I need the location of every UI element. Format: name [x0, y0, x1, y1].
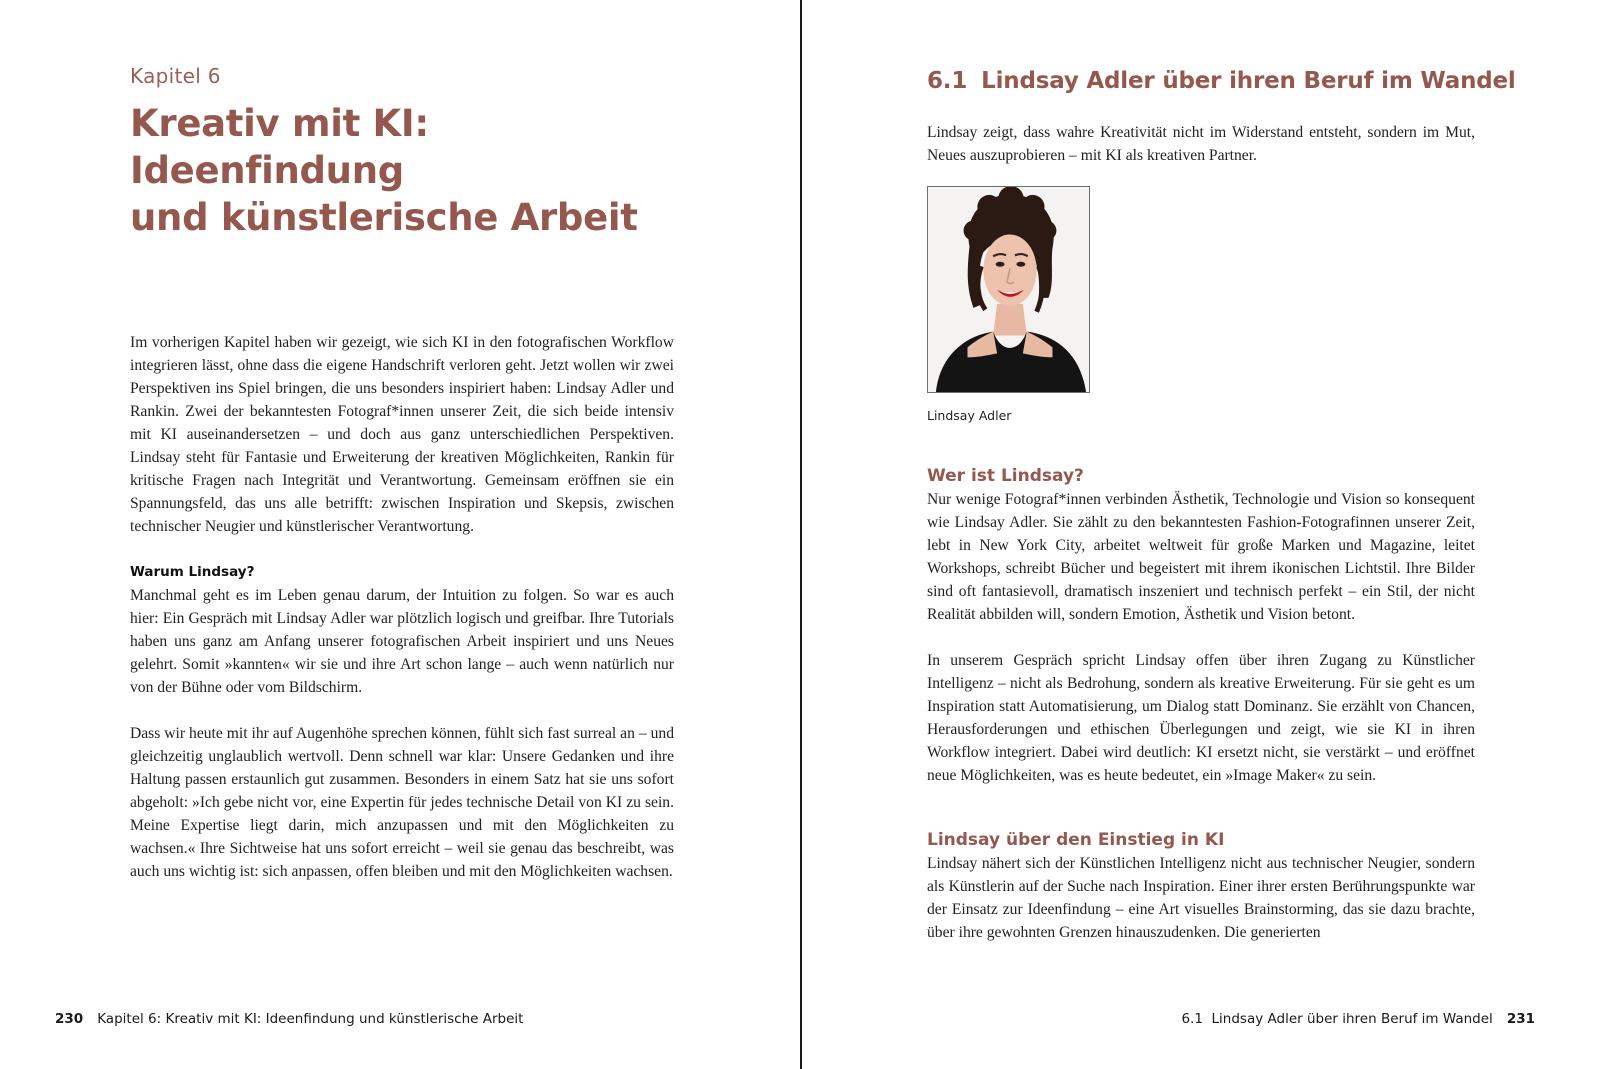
- paragraph-wer-ist-lindsay: Nur wenige Fotograf*innen verbinden Ästhetik, Technologie und Vision so konsequent wie Lindsay Adler. Sie zählt zu den bekanntesten Fashion-Fotografinnen unserer Zeit, lebt in New York City, arbeitet weltweit für große Marken und Magazine, leitet Workshops, schreibt Bücher und begeistert mit ihrem ikonischen Lichtstil. Ihre Bilder sind oft fantasievoll, dramatisch inszeniert und technisch perfekt – ein Stil, der nicht Realität abbilden will, sondern Emotion, Ästhetik und Vision betont.: [927, 491, 1475, 623]
- chapter-title-line-2: und künstlerische Arbeit: [130, 196, 638, 239]
- page-gutter-divider: [800, 0, 802, 1069]
- section-title: [927, 68, 1516, 94]
- lead-paragraph: Lindsay zeigt, dass wahre Kreativität nicht im Widerstand entsteht, sondern im Mut, Neues auszuprobieren – mit KI als kreativen Partner.: [927, 124, 1475, 164]
- paragraph-augenhoehe: Dass wir heute mit ihr auf Augenhöhe sprechen können, fühlt sich fast surreal an – und gleichzeitig unglaublich wertvoll. Denn schnell war klar: Unsere Gedanken und ihre Haltung passen erstaunlich gut zusammen. Besonders in einem Satz hat sie uns sofort abgeholt: »Ich gebe nicht vor, eine Expertin für jedes technische Detail von KI zu sein. Meine Expertise liegt darin, mich anzupassen und mit den Möglichkeiten zu wachsen.« Ihre Sichtweise hat uns sofort erreicht – weil sie genau das beschreibt, was auch uns wichtig ist: sich anpassen, offen bleiben und mit den Möglichkeiten wachsen.: [130, 725, 674, 880]
- chapter-label: Kapitel 6: [130, 64, 221, 88]
- portrait-photo: [927, 186, 1090, 393]
- chapter-title-line-1: Kreativ mit KI: Ideenfindung: [130, 102, 429, 192]
- intro-paragraph: Im vorherigen Kapitel haben wir gezeigt, wie sich KI in den fotografischen Workflow integrieren lässt, ohne dass die eigene Handschrift verloren geht. Jetzt wollen wir zwei Perspektiven ins Spiel bringen, die uns besonders inspiriert haben: Lindsay Adler und Rankin. Zwei der bekanntesten Fotograf*innen unserer Zeit, die sich beide intensiv mit KI auseinandersetzen – und doch aus ganz unterschiedlichen Perspektiven. Lindsay steht für Fantasie und Erweiterung der kreativen Möglichkeiten, Rankin für kritische Fragen nach Integrität und Verantwortung. Gemeinsam eröffnen sie ein Spannungsfeld, das uns alle betrifft: zwischen Inspiration und Skepsis, zwischen technischer Neugier und künstlerischer Verantwortung.: [130, 334, 674, 535]
- paragraph-einstieg-ki: Lindsay nähert sich der Künstlichen Intelligenz nicht aus technischer Neugier, sondern als Künstlerin auf der Suche nach Inspiration. Einer ihrer ersten Berührungspunkte war der Einsatz zur Ideenfindung – eine Art visuelles Brainstorming, das sie dazu brachte, über ihre gewohnten Grenzen hinauszudenken. Die generierten: [927, 855, 1475, 941]
- page-number-left: 230: [55, 1011, 84, 1027]
- footer-right: [1181, 1011, 1535, 1027]
- subheading-warum-lindsay: Warum Lindsay?: [130, 564, 255, 580]
- subheading-einstieg-ki: Lindsay über den Einstieg in KI: [927, 830, 1225, 850]
- left-body-text: [130, 331, 674, 883]
- running-footer-right: 6.1 Lindsay Adler über ihren Beruf im Wandel: [1181, 1011, 1493, 1027]
- portrait-illustration: [928, 187, 1089, 392]
- page-number-right: 231: [1506, 1011, 1535, 1027]
- right-body-text: [927, 465, 1475, 944]
- photo-caption: Lindsay Adler: [927, 408, 1012, 423]
- subheading-wer-ist-lindsay: Wer ist Lindsay?: [927, 466, 1084, 486]
- lead-paragraph-block: [927, 121, 1475, 167]
- chapter-title: [130, 100, 710, 241]
- paragraph-intuition: Manchmal geht es im Leben genau darum, der Intuition zu folgen. So war es auch hier: Ein Gespräch mit Lindsay Adler war plötzlich logisch und greifbar. Ihre Tutorials haben uns ganz am Anfang unserer fotografischen Arbeit inspiriert und uns Neues gelehrt. Somit »kannten« wir sie und ihre Art schon lange – auch wenn natürlich nur von der Bühne oder vom Bildschirm.: [130, 587, 674, 696]
- footer-left: [55, 1011, 523, 1027]
- section-number: 6.1: [927, 68, 968, 94]
- section-title-text: Lindsay Adler über ihren Beruf im Wandel: [981, 68, 1516, 94]
- paragraph-gespraech: In unserem Gespräch spricht Lindsay offen über ihren Zugang zu Künstlicher Intelligenz – nicht als Bedrohung, sondern als kreative Erweiterung. Für sie geht es um Inspiration statt Automatisierung, um Dialog statt Dominanz. Sie erzählt von Chancen, Herausforderungen und ethischen Überlegungen und zeigt, wie sie KI in ihren Workflow integriert. Dabei wird deutlich: KI ersetzt nicht, sie verstärkt – und eröffnet neue Möglichkeiten, was es heute bedeutet, ein »Image Maker« zu sein.: [927, 652, 1475, 784]
- running-footer-left: Kapitel 6: Kreativ mit KI: Ideenfindung und künstlerische Arbeit: [97, 1011, 524, 1027]
